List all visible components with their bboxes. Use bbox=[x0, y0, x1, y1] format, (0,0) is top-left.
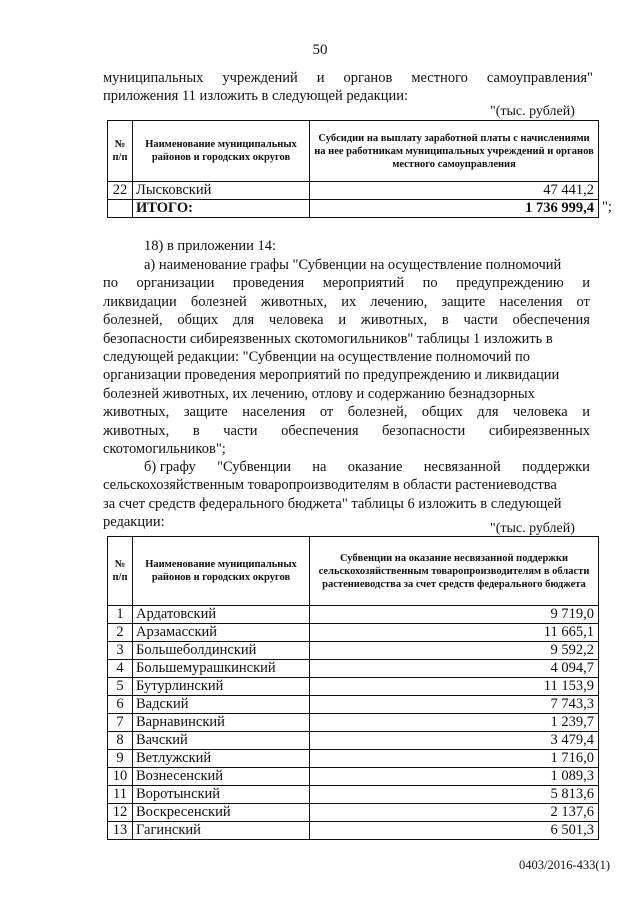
cell-num: 4 bbox=[108, 660, 133, 678]
table-row bbox=[108, 786, 599, 804]
cell-value: 3 479,4 bbox=[310, 732, 599, 750]
cell-value: 9 592,2 bbox=[310, 642, 599, 660]
cell-num: 10 bbox=[108, 768, 133, 786]
cell-num: 6 bbox=[108, 696, 133, 714]
paragraph-line: болезней животных, их лечению, отлову и содержанию безнадзорных bbox=[103, 385, 535, 402]
cell-name: Гагинский bbox=[133, 822, 310, 840]
cell-num: 11 bbox=[108, 786, 133, 804]
table2-unit: "(тыс. рублей) bbox=[490, 521, 575, 536]
cell-num: 3 bbox=[108, 642, 133, 660]
col-name-header: Наименование муниципальных районов и городских округов bbox=[133, 121, 310, 182]
col-name-header: Наименование муниципальных районов и городских округов bbox=[133, 537, 310, 606]
paragraph-line: болезней, общих для человека и животных, в части обеспечения bbox=[103, 312, 590, 329]
cell-name: Большеболдинский bbox=[133, 642, 310, 660]
table-row bbox=[108, 714, 599, 732]
table-row bbox=[108, 678, 599, 696]
paragraph-line: по организации проведения мероприятий по предупреждению и bbox=[103, 275, 590, 292]
cell-value: 9 719,0 bbox=[310, 606, 599, 624]
cell-name: Арзамасский bbox=[133, 624, 310, 642]
col-value-header: Субвенции на оказание несвязанной поддержки сельскохозяйственным товаропроизводителям в области растениеводства за счет средств федерального бюджета bbox=[310, 537, 599, 606]
cell-name: Вачский bbox=[133, 732, 310, 750]
table-row bbox=[108, 696, 599, 714]
table-row bbox=[108, 822, 599, 840]
cell-name: Бутурлинский bbox=[133, 678, 310, 696]
cell-name: Воскресенский bbox=[133, 804, 310, 822]
cell-value: 11 665,1 bbox=[310, 624, 599, 642]
total-row: ИТОГО: 1 736 999,4 bbox=[108, 200, 599, 218]
table-row bbox=[108, 642, 599, 660]
cell-num: 12 bbox=[108, 804, 133, 822]
cell-value: 11 153,9 bbox=[310, 678, 599, 696]
cell-value: 1 239,7 bbox=[310, 714, 599, 732]
paragraph-line: животных, в части обеспечения безопасности сибиреязвенных bbox=[103, 422, 590, 439]
paragraph-line: за счет средств федерального бюджета" таблицы 6 изложить в следующей bbox=[103, 495, 562, 512]
cell-num: 2 bbox=[108, 624, 133, 642]
table-row bbox=[108, 732, 599, 750]
paragraph-line: организации проведения мероприятий по предупреждению и ликвидации bbox=[103, 367, 560, 384]
cell-name: Ардатовский bbox=[133, 606, 310, 624]
intro-line-1: муниципальных учреждений и органов местного самоуправления" bbox=[103, 70, 593, 86]
table1-unit: "(тыс. рублей) bbox=[490, 104, 575, 119]
cell-num: 13 bbox=[108, 822, 133, 840]
cell-value: 6 501,3 bbox=[310, 822, 599, 840]
paragraph-line: а) наименование графы "Субвенции на осуществление полномочий bbox=[144, 257, 562, 273]
table-row bbox=[108, 606, 599, 624]
cell-name: Вадский bbox=[133, 696, 310, 714]
paragraph-line: безопасности сибиреязвенных скотомогильников" таблицы 1 изложить в bbox=[103, 330, 553, 347]
paragraph-line: редакции: bbox=[103, 514, 165, 531]
table-header-row bbox=[108, 121, 599, 182]
cell-value: 2 137,6 bbox=[310, 804, 599, 822]
cell-num: 9 bbox=[108, 750, 133, 768]
paragraph-line: следующей редакции: "Субвенции на осуществление полномочий по bbox=[103, 349, 531, 365]
table-row bbox=[108, 804, 599, 822]
subsidy-table bbox=[107, 120, 599, 218]
paragraph-line: б) графу "Субвенции на оказание несвязанной поддержки bbox=[144, 459, 590, 475]
paragraph-line: сельскохозяйственным товаропроизводителям в области растениеводства bbox=[103, 477, 557, 494]
table-row bbox=[108, 624, 599, 642]
cell-name: Варнавинский bbox=[133, 714, 310, 732]
cell-num: 7 bbox=[108, 714, 133, 732]
table1-close-quote: "; bbox=[602, 199, 612, 215]
table-row bbox=[108, 768, 599, 786]
cell-name: Ветлужский bbox=[133, 750, 310, 768]
table-header-row bbox=[108, 537, 599, 606]
subvention-table bbox=[107, 536, 599, 840]
table-row bbox=[108, 750, 599, 768]
col-number-header: № п/п bbox=[108, 537, 133, 606]
cell-value: 7 743,3 bbox=[310, 696, 599, 714]
col-value-header: Субсидии на выплату заработной платы с начислениями на нее работникам муниципальных учреждений и органов местного самоуправления bbox=[310, 121, 599, 182]
paragraph-line: ликвидации болезней животных, их лечению, защите населения от bbox=[103, 293, 590, 310]
col-number-header: № п/п bbox=[108, 121, 133, 182]
cell-num: 1 bbox=[108, 606, 133, 624]
page-number: 50 bbox=[312, 42, 328, 58]
cell-value: 4 094,7 bbox=[310, 660, 599, 678]
cell-value: 1 089,3 bbox=[310, 768, 599, 786]
cell-num: 5 bbox=[108, 678, 133, 696]
paragraph-line: скотомогильников"; bbox=[103, 441, 226, 457]
cell-value: 5 813,6 bbox=[310, 786, 599, 804]
cell-value: 1 716,0 bbox=[310, 750, 599, 768]
table-row: 22 Лысковский 47 441,2 bbox=[108, 182, 599, 200]
cell-name: Воротынский bbox=[133, 786, 310, 804]
cell-name: Большемурашкинский bbox=[133, 660, 310, 678]
cell-name: Вознесенский bbox=[133, 768, 310, 786]
section-heading: 18) в приложении 14: bbox=[144, 238, 277, 254]
intro-line-2: приложения 11 изложить в следующей редакции: bbox=[103, 88, 409, 104]
table-row bbox=[108, 660, 599, 678]
cell-num: 8 bbox=[108, 732, 133, 750]
document-code: 0403/2016-433(1) bbox=[519, 858, 610, 872]
paragraph-line: животных, защите населения от болезней, общих для человека и bbox=[103, 404, 590, 421]
